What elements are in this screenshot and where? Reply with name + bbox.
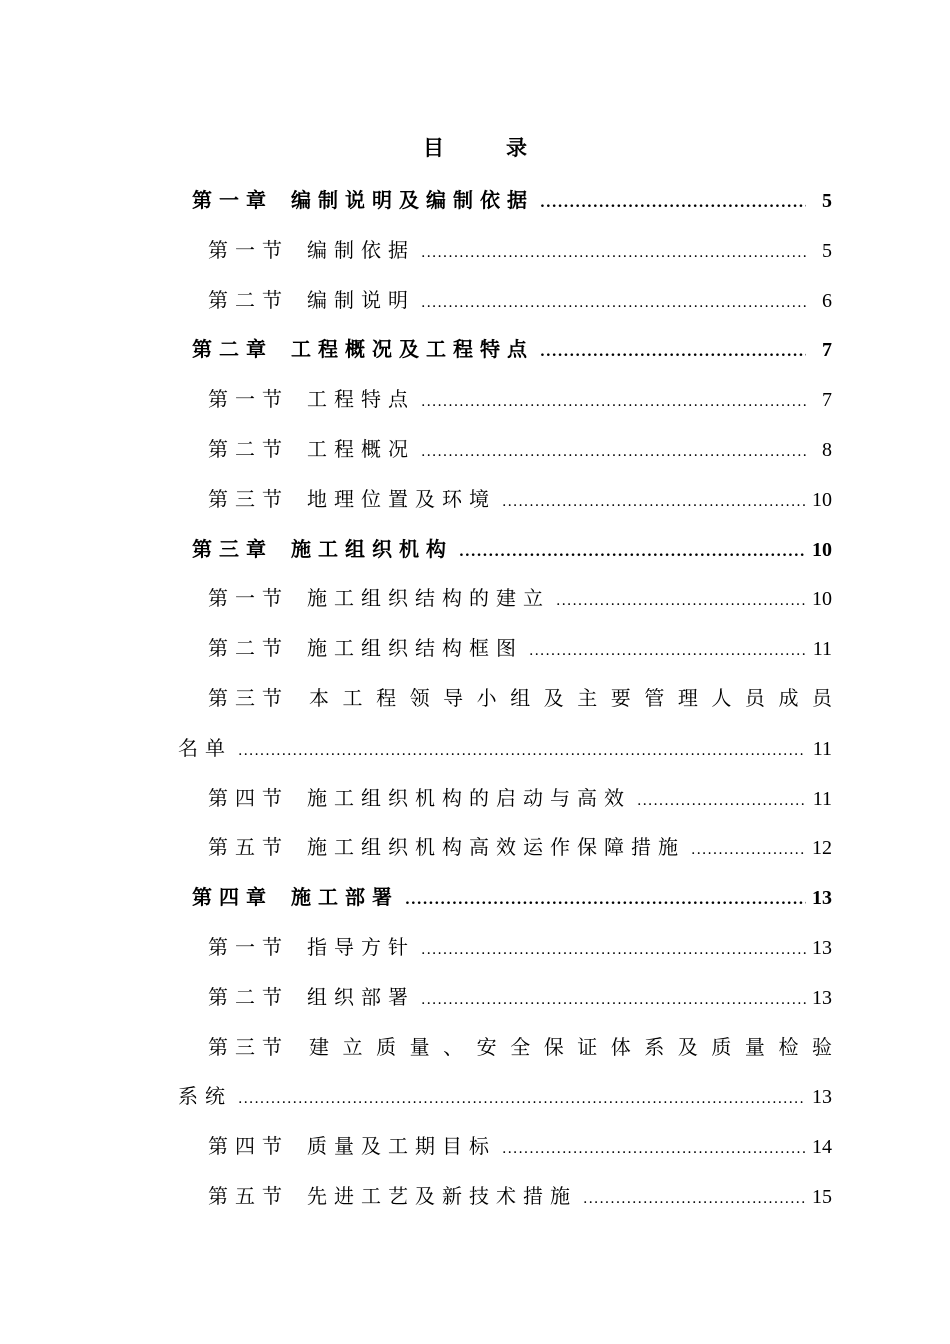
toc-entry-title: 施工部署 — [291, 885, 399, 910]
toc-entry-title: 先进工艺及新技术措施 — [307, 1184, 577, 1208]
toc-entry-chapter[interactable] — [192, 175, 832, 225]
toc-entry-number: 第五节 — [208, 835, 289, 860]
toc-entry-label — [208, 225, 415, 275]
toc-entry-page-number: 8 — [822, 439, 832, 461]
toc-entry-title: 建 立 质 量 、 安 全 保 证 体 系 及 质 量 检 验 — [309, 1034, 832, 1059]
toc-dot-leader — [540, 178, 806, 228]
toc-entry-label — [192, 175, 534, 225]
toc-entry-section[interactable] — [208, 1121, 832, 1171]
toc-entry-section[interactable] — [208, 424, 832, 474]
toc-entry-label — [208, 972, 415, 1022]
toc-entry-section[interactable] — [208, 623, 832, 673]
toc-entry-section[interactable] — [208, 773, 832, 823]
toc-dot-leader — [421, 427, 806, 477]
toc-entry-label — [208, 922, 415, 972]
toc-title — [0, 132, 950, 162]
toc-entry-title: 编制依据 — [307, 237, 415, 262]
toc-entry-title-continued: 名单 — [178, 735, 232, 760]
toc-entry-section[interactable] — [208, 1022, 832, 1072]
toc-entry-page-number: 10 — [812, 538, 832, 561]
toc-entry-label — [208, 1171, 577, 1221]
toc-entry-title: 施工组织机构 — [291, 536, 453, 561]
toc-entry-number: 第四章 — [192, 885, 273, 910]
toc-entry-label — [208, 424, 415, 474]
toc-entry-section[interactable] — [208, 573, 832, 623]
toc-dot-leader — [583, 1174, 806, 1224]
toc-entry-page-number: 11 — [812, 737, 832, 760]
toc-entry-page-number: 14 — [812, 1136, 832, 1159]
toc-entry-title: 指导方针 — [307, 935, 415, 959]
toc-entry-page-number: 11 — [812, 787, 832, 810]
toc-dot-leader — [238, 726, 806, 776]
toc-entry-number: 第二章 — [192, 337, 273, 362]
toc-dot-leader — [529, 626, 806, 676]
toc-dot-leader — [421, 278, 806, 328]
toc-entry-number: 第四节 — [208, 1134, 289, 1159]
toc-entry-label — [192, 324, 534, 374]
toc-entry-number: 第四节 — [208, 785, 289, 810]
toc-entry-number: 第一节 — [208, 935, 289, 959]
toc-dot-leader — [421, 377, 806, 427]
toc-entry-label — [208, 1121, 496, 1171]
toc-entry-label — [208, 573, 550, 623]
toc-entry-title: 工程概况 — [307, 437, 415, 461]
toc-entry-title: 施工组织机构的启动与高效 — [307, 785, 631, 810]
toc-entry-title: 编制说明 — [307, 287, 415, 312]
toc-entry-number: 第二节 — [208, 984, 289, 1009]
toc-entry-continuation[interactable] — [178, 1071, 832, 1121]
toc-entry-page-number: 5 — [822, 239, 832, 262]
toc-entry-title-continued: 系统 — [178, 1084, 232, 1109]
toc-entry-page-number: 13 — [812, 986, 832, 1009]
toc-entry-page-number: 13 — [812, 887, 832, 910]
toc-entry-page-number: 10 — [812, 488, 832, 511]
toc-entry-title: 本 工 程 领 导 小 组 及 主 要 管 理 人 员 成 员 — [309, 686, 832, 710]
toc-dot-leader — [405, 875, 806, 925]
toc-entry-title: 施工组织结构框图 — [307, 636, 523, 661]
toc-entry-number: 第五节 — [208, 1184, 289, 1208]
toc-entry-number: 第一节 — [208, 387, 289, 412]
toc-entry-title: 施工组织机构高效运作保障措施 — [307, 835, 685, 860]
toc-entry-number: 第二节 — [208, 636, 289, 661]
toc-entry-title: 地理位置及环境 — [307, 486, 496, 511]
toc-entry-number: 第一节 — [208, 586, 289, 611]
toc-entry-section[interactable] — [208, 225, 832, 275]
toc-entry-section[interactable] — [208, 822, 832, 872]
toc-entry-page-number: 13 — [812, 1086, 832, 1109]
toc-entry-number: 第一章 — [192, 188, 273, 212]
toc-entry-page-number: 15 — [812, 1186, 832, 1208]
toc-entry-label — [208, 374, 415, 424]
toc-dot-leader — [637, 776, 806, 826]
toc-entry-label — [208, 822, 685, 872]
toc-dot-leader — [421, 925, 806, 975]
toc-title-char-2: 录 — [506, 135, 527, 160]
toc-dot-leader — [540, 327, 806, 377]
toc-entry-chapter[interactable] — [192, 524, 832, 574]
toc-entry-page-number: 13 — [812, 937, 832, 959]
toc-entry-title: 编制说明及编制依据 — [291, 188, 534, 212]
toc-entry-chapter[interactable] — [192, 872, 832, 922]
toc-entry-page-number: 11 — [812, 638, 832, 661]
toc-entry-section[interactable] — [208, 275, 832, 325]
toc-entry-label — [208, 275, 415, 325]
toc-entry-title: 施工组织结构的建立 — [307, 586, 550, 611]
toc-entry-title: 组织部署 — [307, 984, 415, 1009]
toc-entry-label — [192, 524, 453, 574]
toc-entry-continuation[interactable] — [178, 723, 832, 773]
toc-entry-section[interactable] — [208, 922, 832, 972]
toc-entry-number: 第三节 — [208, 486, 289, 511]
toc-dot-leader — [691, 825, 806, 875]
toc-entry-label — [208, 773, 631, 823]
toc-entry-page-number: 5 — [822, 190, 832, 212]
toc-entry-label — [192, 872, 399, 922]
toc-dot-leader — [502, 477, 806, 527]
toc-entry-title: 工程特点 — [307, 387, 415, 412]
toc-entry-title: 工程概况及工程特点 — [291, 337, 534, 362]
toc-entry-section[interactable] — [208, 673, 832, 723]
toc-entry-number: 第三节 — [208, 686, 289, 710]
toc-dot-leader — [238, 1074, 806, 1124]
toc-entry-number: 第三节 — [208, 1034, 289, 1059]
toc-entry-number: 第二节 — [208, 287, 289, 312]
toc-entry-label — [208, 623, 523, 673]
toc-entry-title: 质量及工期目标 — [307, 1134, 496, 1159]
toc-entry-section[interactable] — [208, 1171, 832, 1221]
toc-entry-section[interactable] — [208, 972, 832, 1022]
toc-title-char-1: 目 — [423, 135, 444, 160]
toc-dot-leader — [421, 228, 806, 278]
toc-entry-number: 第二节 — [208, 437, 289, 461]
toc-dot-leader — [421, 975, 806, 1025]
toc-entry-page-number: 7 — [822, 389, 832, 412]
toc-entry-page-number: 7 — [822, 339, 832, 362]
toc-dot-leader — [556, 576, 806, 626]
toc-entry-section[interactable] — [208, 474, 832, 524]
toc-entry-section[interactable] — [208, 374, 832, 424]
toc-entry-page-number: 10 — [812, 588, 832, 611]
toc-entry-number: 第一节 — [208, 237, 289, 262]
toc-entry-page-number: 6 — [822, 289, 832, 312]
toc-entry-chapter[interactable] — [192, 324, 832, 374]
toc-dot-leader — [502, 1124, 806, 1174]
toc-entry-number: 第三章 — [192, 536, 273, 561]
toc-entry-label — [208, 474, 496, 524]
toc-dot-leader — [459, 527, 806, 577]
toc-entry-page-number: 12 — [812, 837, 832, 860]
